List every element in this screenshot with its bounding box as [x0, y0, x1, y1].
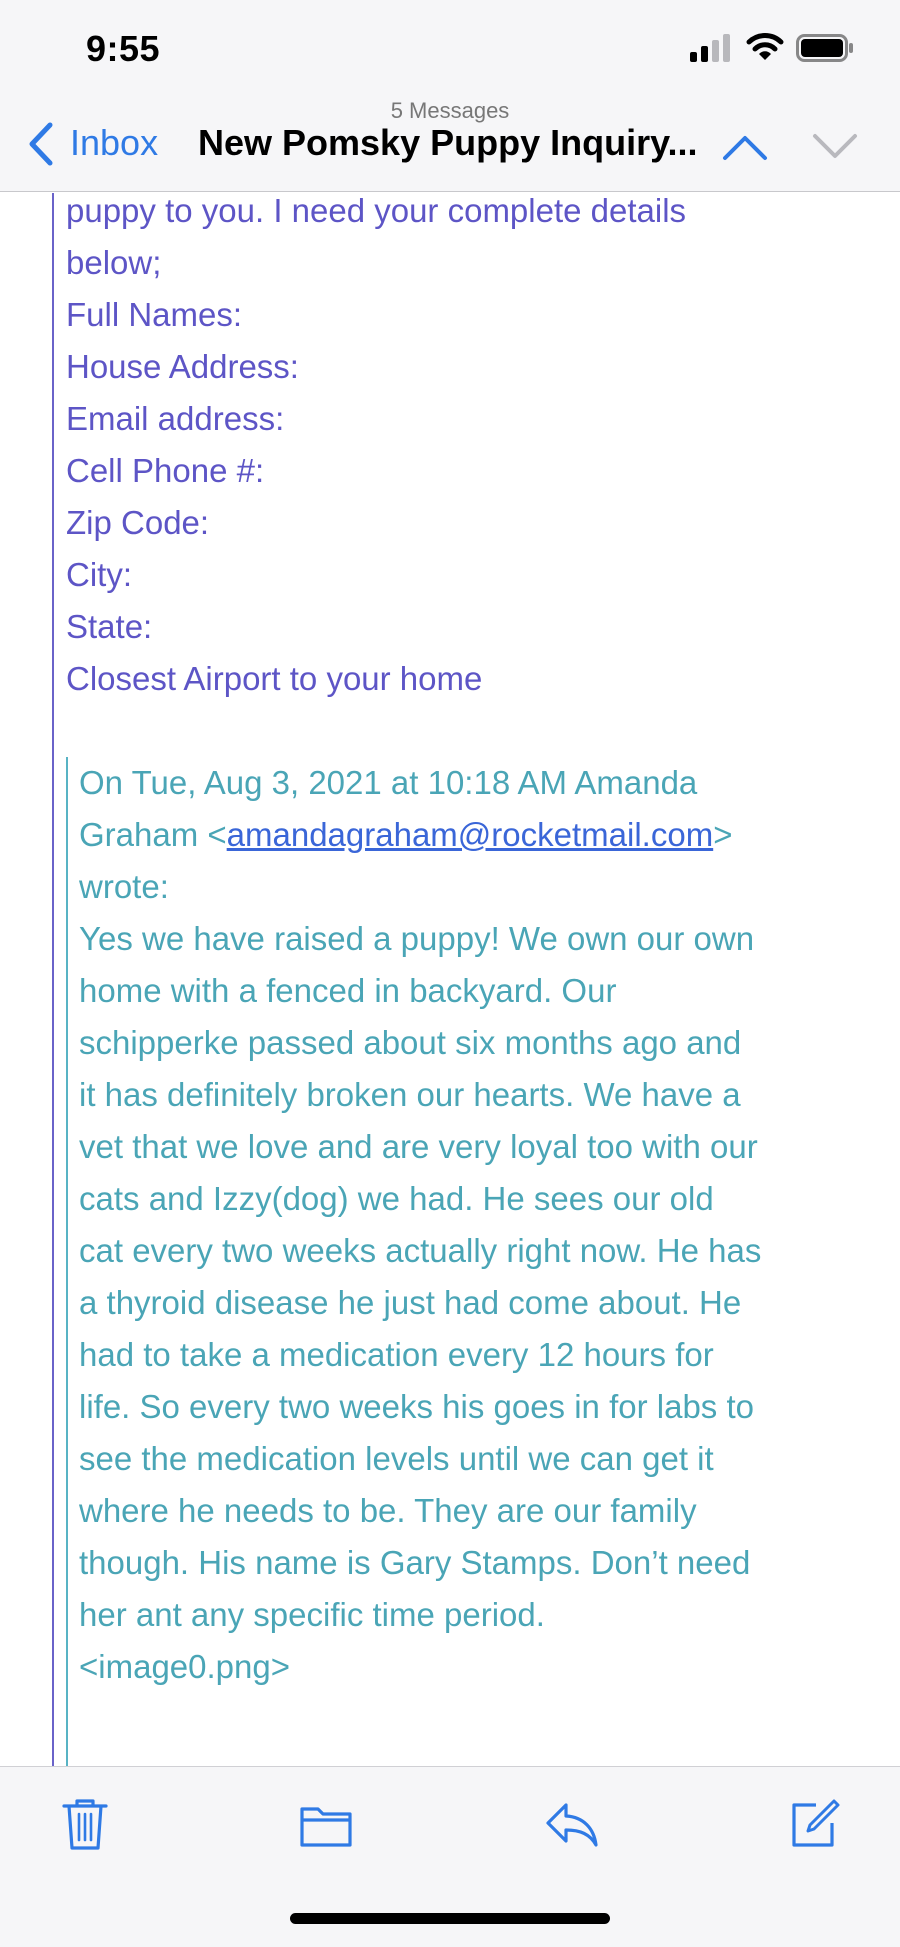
- message-line: Email address:: [66, 400, 285, 437]
- chevron-up-icon[interactable]: [722, 133, 768, 161]
- status-time: 9:55: [86, 28, 161, 69]
- quoted-line: see the medication levels until we can get it: [79, 1440, 714, 1477]
- quoted-message: [79, 757, 889, 1693]
- image-attachment-placeholder[interactable]: <image0.png>: [79, 1648, 291, 1685]
- quoted-line: though. His name is Gary Stamps. Don’t need: [79, 1544, 751, 1581]
- message-line: City:: [66, 556, 132, 593]
- quoted-line: cats and Izzy(dog) we had. He sees our old: [79, 1180, 714, 1217]
- quoted-line: Yes we have raised a puppy! We own our own: [79, 920, 755, 957]
- folder-icon[interactable]: [298, 1797, 354, 1851]
- quoted-line: it has definitely broken our hearts. We have a: [79, 1076, 741, 1113]
- thread-title: New Pomsky Puppy Inquiry...: [198, 122, 698, 163]
- quote-header-sender: [79, 809, 889, 861]
- message-line: Zip Code:: [66, 504, 210, 541]
- quoted-line: life. So every two weeks his goes in for labs to: [79, 1388, 754, 1425]
- message-line: puppy to you. I need your complete details: [66, 193, 687, 229]
- nested-quote-bar: [66, 757, 68, 1766]
- message-text: [66, 193, 866, 705]
- sender-email-close: >: [713, 816, 733, 853]
- message-body[interactable]: [0, 193, 900, 1766]
- status-bar: [0, 0, 900, 95]
- quoted-line: had to take a medication every 12 hours for: [79, 1336, 714, 1373]
- chevron-down-icon[interactable]: [812, 133, 858, 161]
- quoted-line: her ant any specific time period.: [79, 1596, 545, 1633]
- reply-icon[interactable]: [544, 1797, 600, 1851]
- back-to-inbox-button[interactable]: Inbox: [70, 122, 159, 163]
- message-line: Full Names:: [66, 296, 243, 333]
- chevron-left-icon[interactable]: [26, 121, 56, 167]
- quote-bar: [52, 193, 54, 1766]
- quoted-line: where he needs to be. They are our family: [79, 1492, 697, 1529]
- message-line: Cell Phone #:: [66, 452, 265, 489]
- message-line: House Address:: [66, 348, 299, 385]
- quote-header: wrote:: [79, 868, 169, 905]
- trash-icon[interactable]: [60, 1797, 110, 1851]
- message-count: 5 Messages: [390, 98, 510, 123]
- quoted-line: schipperke passed about six months ago and: [79, 1024, 742, 1061]
- message-line: Closest Airport to your home: [66, 660, 483, 697]
- message-line: State:: [66, 608, 153, 645]
- navigation-bar: [0, 95, 900, 192]
- compose-icon[interactable]: [788, 1797, 842, 1851]
- battery-icon: [796, 34, 854, 62]
- wifi-icon: [746, 32, 784, 62]
- quote-header: On Tue, Aug 3, 2021 at 10:18 AM Amanda: [79, 764, 698, 801]
- cellular-signal-icon: [690, 34, 734, 62]
- quoted-line: a thyroid disease he just had come about. He: [79, 1284, 742, 1321]
- sender-email-link[interactable]: amandagraham@rocketmail.com: [226, 816, 714, 853]
- quoted-line: vet that we love and are very loyal too with our: [79, 1128, 758, 1165]
- quoted-line: home with a fenced in backyard. Our: [79, 972, 617, 1009]
- sender-name: Graham <: [79, 816, 227, 853]
- message-line: below;: [66, 244, 162, 281]
- quoted-line: cat every two weeks actually right now. He has: [79, 1232, 762, 1269]
- home-indicator[interactable]: [290, 1913, 610, 1924]
